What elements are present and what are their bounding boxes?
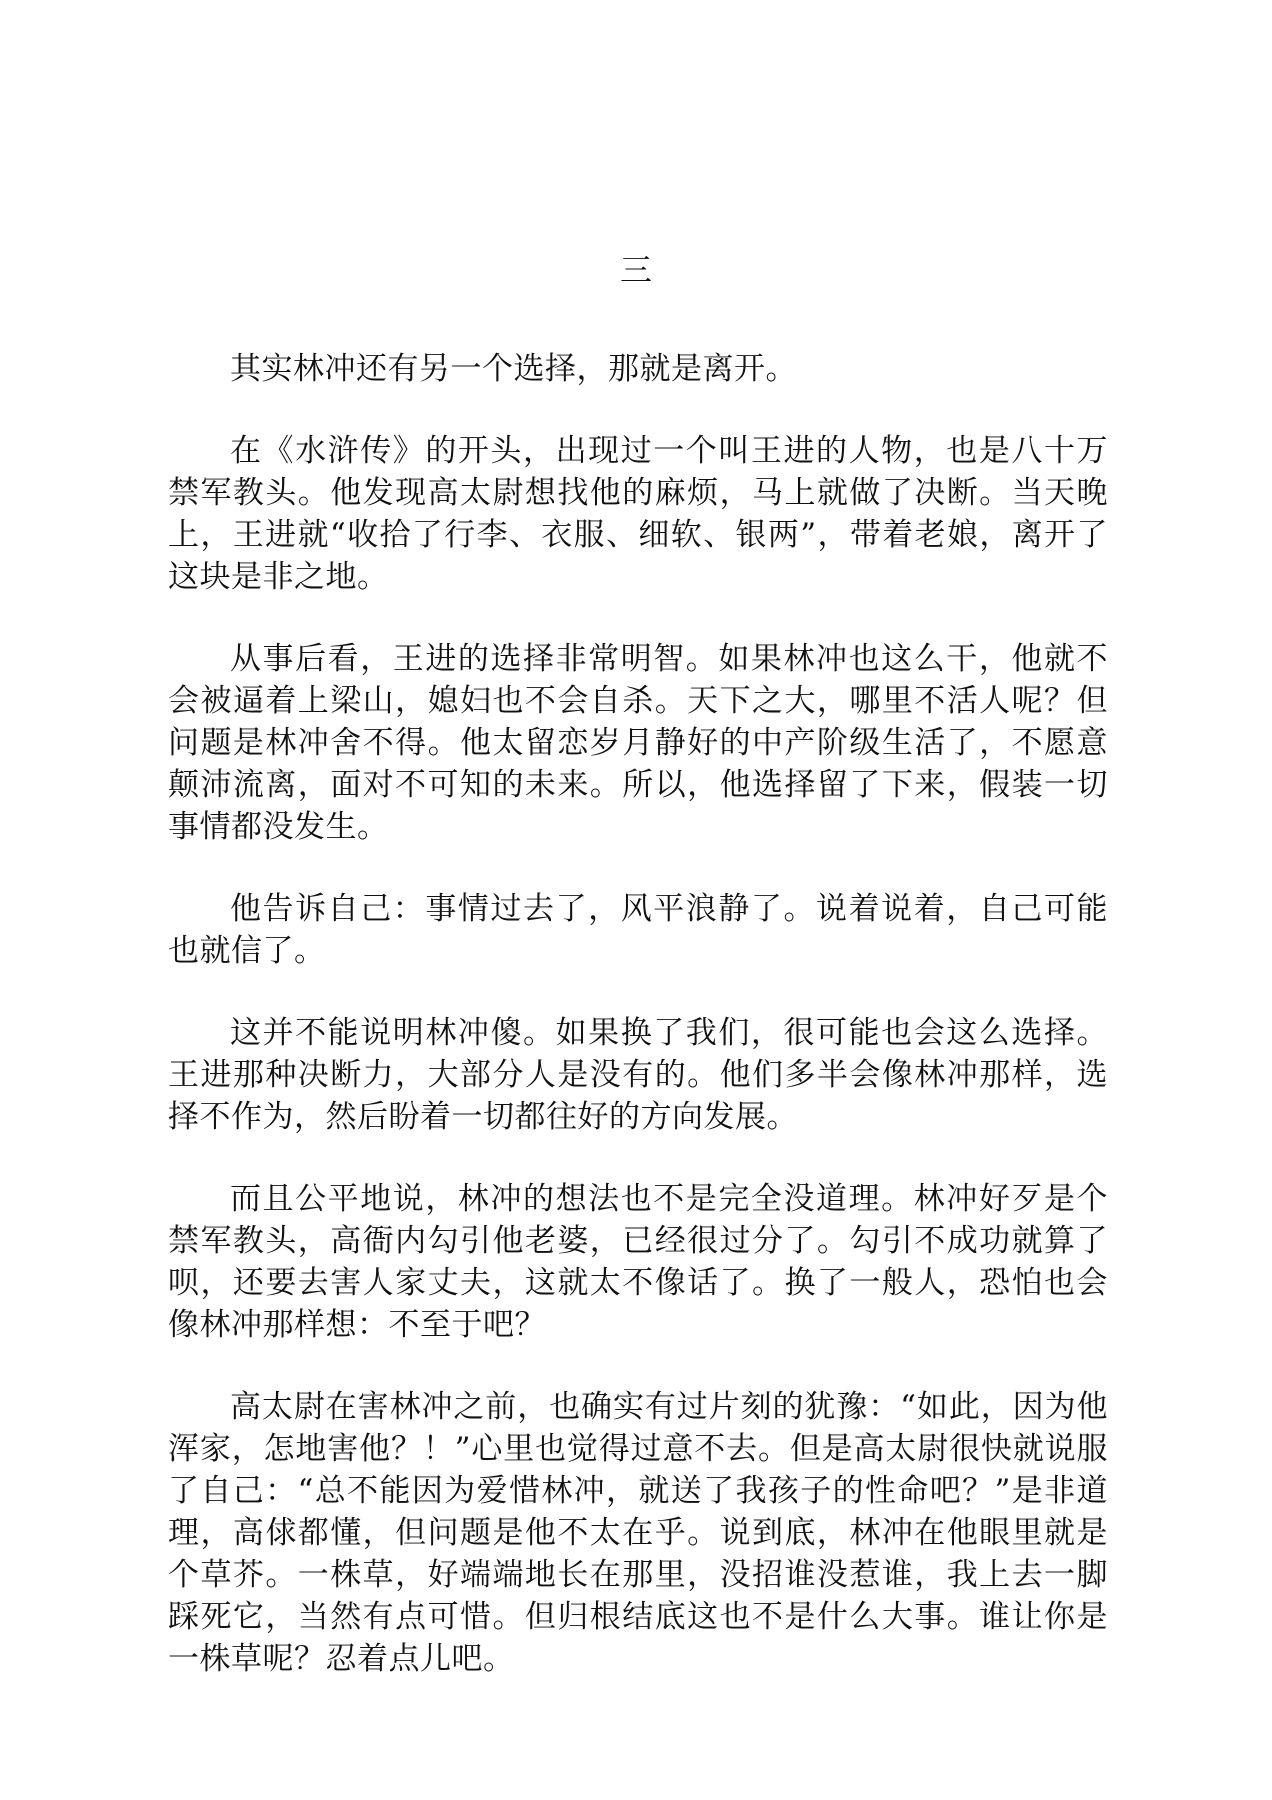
paragraph-6: 而且公平地说，林冲的想法也不是完全没道理。林冲好歹是个禁军教头，高衙内勾引他老婆，已经很过分了。勾引不成功就算了呗，还要去害人家丈夫，这就太不像话了。换了一般人，恐怕也会像林冲那样想：不至于吧？: [168, 1181, 1108, 1343]
chapter-title: 三: [619, 251, 652, 289]
body-text: [168, 348, 1108, 1720]
paragraph-3: 从事后看，王进的选择非常明智。如果林冲也这么干，他就不会被逼着上梁山，媳妇也不会自杀。天下之大，哪里不活人呢？但问题是林冲舍不得。他太留恋岁月静好的中产阶级生活了，不愿意颠沛流离，面对不可知的未来。所以，他选择留了下来，假装一切事情都没发生。: [168, 641, 1108, 845]
paragraph-7: 高太尉在害林冲之前，也确实有过片刻的犹豫：“如此，因为他浑家，怎地害他？！”心里也觉得过意不去。但是高太尉很快就说服了自己：“总不能因为爱惜林冲，就送了我孩子的性命吧？”是非道理，高俅都懂，但问题是他不太在乎。说到底，林冲在他眼里就是个草芥。一株草，好端端地长在那里，没招谁没惹谁，我上去一脚踩死它，当然有点可惜。但归根结底这也不是什么大事。谁让你是一株草呢？忍着点儿吧。: [168, 1389, 1108, 1677]
paragraph-2: 在《水浒传》的开头，出现过一个叫王进的人物，也是八十万禁军教头。他发现高太尉想找他的麻烦，马上就做了决断。当天晚上，王进就“收拾了行李、衣服、细软、银两”，带着老娘，离开了这块是非之地。: [168, 433, 1108, 595]
paragraph-5: 这并不能说明林冲傻。如果换了我们，很可能也会这么选择。王进那种决断力，大部分人是没有的。他们多半会像林冲那样，选择不作为，然后盼着一切都往好的方向发展。: [168, 1015, 1108, 1135]
paragraph-4: 他告诉自己：事情过去了，风平浪静了。说着说着，自己可能也就信了。: [168, 891, 1108, 969]
paragraph-1: 其实林冲还有另一个选择，那就是离开。: [230, 351, 797, 387]
